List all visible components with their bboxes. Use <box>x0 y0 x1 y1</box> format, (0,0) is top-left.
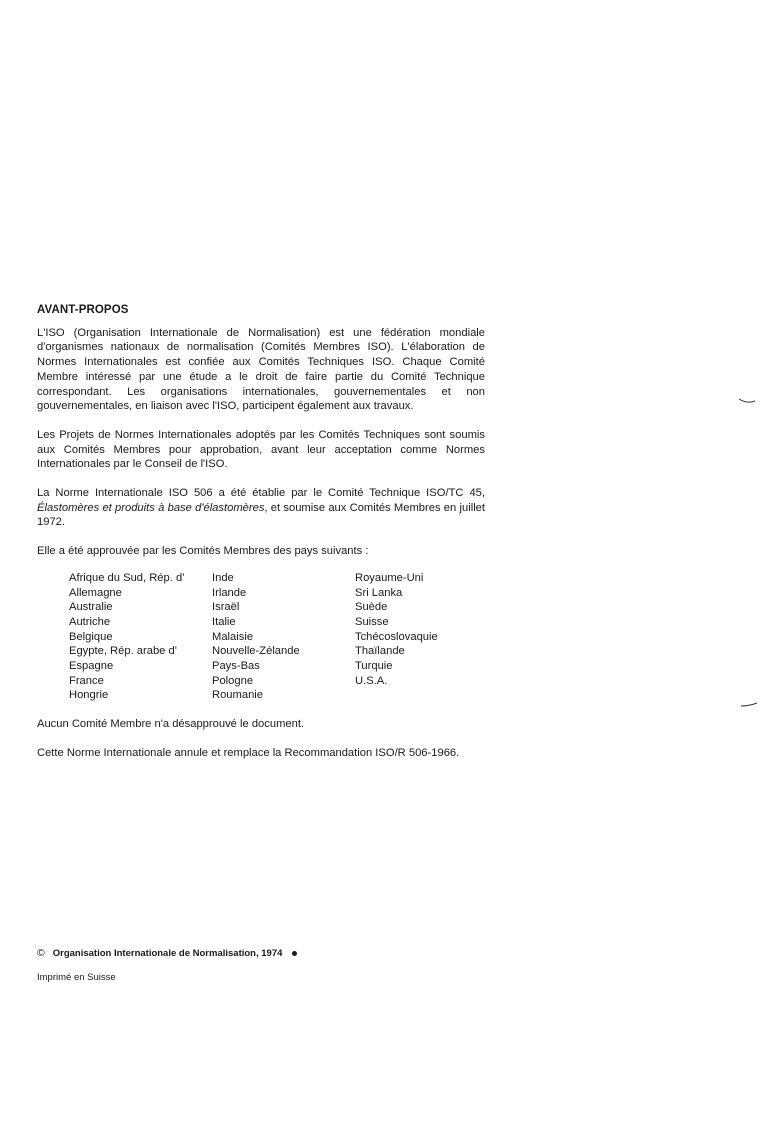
copyright-symbol: © <box>37 947 45 959</box>
paragraph-no-disapproval: Aucun Comité Membre n'a désapprouvé le document. <box>37 718 305 731</box>
country-item: France <box>69 674 104 687</box>
country-item: Turquie <box>355 660 393 673</box>
country-item: U.S.A. <box>355 674 388 687</box>
iso-506-text-end: , et soumise aux Comités Membres en juillet 1972. <box>37 501 486 529</box>
country-item: Espagne <box>69 660 114 673</box>
paragraph-replaces: Cette Norme Internationale annule et remplace la Recommandation ISO/R 506-1966. <box>37 746 460 759</box>
paragraph-approval: Elle a été approuvée par les Comités Membres des pays suivants : <box>37 545 369 558</box>
paragraph-iso-intro: L'ISO (Organisation Internationale de Normalisation) est une fédération mondiale d'organismes nationaux de normalisation (Comités Membres ISO). L'élaboration de Normes Internationales est confiée aux Comités Techniques ISO. Chaque Comité Membre intéressé par une étude a le droit de faire partie du Comité Technique correspondant. Les organisations internationales, gouvernementales et non gouvernementales, en liaison avec l'ISO, participent également aux travaux. <box>37 326 485 413</box>
country-column-3 <box>355 571 495 703</box>
foreword-section <box>37 303 485 775</box>
country-item: Sri Lanka <box>355 586 403 599</box>
printed-in: Imprimé en Suisse <box>37 972 116 983</box>
country-item: Australie <box>69 601 113 614</box>
country-item: Afrique du Sud, Rép. d' <box>69 571 185 584</box>
country-item: Pologne <box>212 674 254 687</box>
page-footer <box>37 947 297 983</box>
country-item: Tchécoslovaquie <box>355 630 438 643</box>
country-item: Autriche <box>69 615 111 628</box>
country-item: Royaume-Uni <box>355 571 424 584</box>
country-item: Irlande <box>212 586 247 599</box>
country-item: Suède <box>355 601 388 614</box>
country-item: Hongrie <box>69 689 109 702</box>
iso-506-text-start: La Norme Internationale ISO 506 a été établie par le Comité Technique ISO/TC 45, <box>37 487 485 500</box>
country-column-2 <box>212 571 355 703</box>
country-item: Roumanie <box>212 689 263 702</box>
country-item: Thaïlande <box>355 645 405 658</box>
bullet-icon <box>292 951 297 956</box>
scan-mark-icon <box>738 398 756 404</box>
foreword-heading: AVANT-PROPOS <box>37 304 129 316</box>
copyright-text: Organisation Internationale de Normalisation, 1974 <box>52 947 283 959</box>
paragraph-draft-standards: Les Projets de Normes Internationales adoptés par les Comités Techniques sont soumis aux Comités Membres pour approbation, avant leur acceptation comme Normes Internationales par le Conseil de l'ISO. <box>37 428 485 471</box>
country-item: Belgique <box>69 630 113 643</box>
country-item: Suisse <box>355 615 389 628</box>
country-item: Egypte, Rép. arabe d' <box>69 645 177 658</box>
country-item: Nouvelle-Zélande <box>212 645 300 658</box>
country-item: Malaisie <box>212 630 254 643</box>
country-item: Allemagne <box>69 586 122 599</box>
country-item: Inde <box>212 571 234 584</box>
country-list <box>69 571 485 703</box>
scan-mark-icon <box>740 702 758 708</box>
committee-title: Élastomères et produits à base d'élastomères <box>37 501 265 514</box>
country-item: Italie <box>212 615 236 628</box>
country-column-1 <box>69 571 212 703</box>
country-item: Israël <box>212 601 240 614</box>
paragraph-iso-506 <box>37 486 485 530</box>
country-item: Pays-Bas <box>212 660 260 673</box>
copyright-line <box>37 947 297 959</box>
